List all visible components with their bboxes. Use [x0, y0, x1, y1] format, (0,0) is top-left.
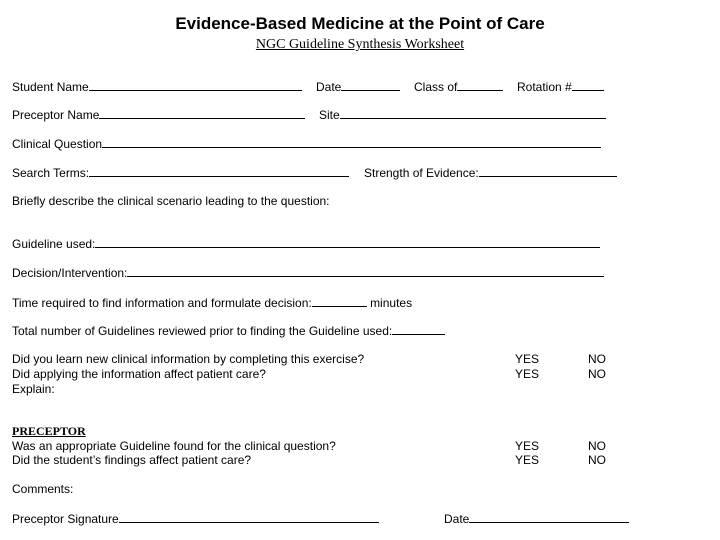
total-guidelines-field[interactable] — [12, 323, 445, 338]
date-field[interactable] — [316, 79, 400, 94]
class-of-label: Class of — [414, 80, 458, 94]
page-title: Evidence-Based Medicine at the Point of Care — [175, 14, 545, 33]
q1-no-option[interactable]: NO — [588, 352, 606, 366]
q1-yes-option[interactable]: YES — [515, 352, 540, 366]
p2-no-option[interactable]: NO — [588, 453, 606, 467]
student-name-field[interactable] — [12, 79, 302, 94]
signature-date-field[interactable] — [444, 511, 629, 526]
q2-yes-option[interactable]: YES — [515, 367, 540, 381]
decision-label: Decision/Intervention: — [12, 266, 128, 280]
site-blank[interactable] — [340, 107, 606, 119]
student-name-blank[interactable] — [89, 79, 302, 91]
rotation-blank[interactable] — [572, 79, 604, 91]
question-learn-new: Did you learn new clinical information by completing this exercise? — [12, 352, 365, 366]
p1-yes-option[interactable]: YES — [515, 439, 540, 453]
site-label: Site — [319, 108, 340, 122]
date-blank[interactable] — [341, 79, 400, 91]
preceptor-signature-blank[interactable] — [119, 511, 379, 523]
search-terms-blank[interactable] — [89, 165, 349, 177]
question-student-findings: Did the student’s findings affect patient care? — [12, 453, 252, 467]
explain-label: Explain: — [12, 382, 55, 396]
clinical-question-label: Clinical Question — [12, 137, 103, 151]
clinical-question-blank[interactable] — [102, 136, 601, 148]
total-guidelines-label: Total number of Guidelines reviewed prior to finding the Guideline used: — [12, 324, 393, 338]
strength-of-evidence-blank[interactable] — [479, 165, 617, 177]
time-required-label: Time required to find information and formulate decision: — [12, 296, 312, 310]
minutes-label: minutes — [370, 296, 413, 310]
decision-blank[interactable] — [127, 265, 604, 277]
q2-no-option[interactable]: NO — [588, 367, 606, 381]
preceptor-name-blank[interactable] — [99, 107, 305, 119]
page-subtitle: NGC Guideline Synthesis Worksheet — [255, 37, 465, 52]
comments-label: Comments: — [12, 482, 74, 496]
preceptor-heading: PRECEPTOR — [12, 424, 86, 438]
total-guidelines-blank[interactable] — [392, 323, 445, 335]
search-terms-label: Search Terms: — [12, 166, 90, 180]
student-name-label: Student Name — [12, 80, 89, 94]
preceptor-name-field[interactable] — [12, 107, 305, 122]
time-required-field[interactable] — [12, 295, 412, 310]
p2-yes-option[interactable]: YES — [515, 453, 540, 467]
guideline-used-blank[interactable] — [95, 236, 600, 248]
preceptor-signature-field[interactable] — [12, 511, 379, 526]
guideline-used-label: Guideline used: — [12, 237, 96, 251]
strength-of-evidence-field[interactable] — [364, 165, 617, 180]
rotation-field[interactable] — [517, 79, 604, 94]
rotation-label: Rotation # — [517, 80, 572, 94]
p1-no-option[interactable]: NO — [588, 439, 606, 453]
preceptor-name-label: Preceptor Name — [12, 108, 100, 122]
decision-field[interactable] — [12, 265, 604, 280]
signature-date-blank[interactable] — [469, 511, 629, 523]
time-required-blank[interactable] — [312, 295, 367, 307]
preceptor-signature-label: Preceptor Signature — [12, 512, 119, 526]
signature-date-label: Date — [444, 512, 470, 526]
scenario-prompt: Briefly describe the clinical scenario leading to the question: — [12, 194, 330, 208]
question-affect-care: Did applying the information affect patient care? — [12, 367, 266, 381]
class-of-blank[interactable] — [457, 79, 503, 91]
site-field[interactable] — [319, 107, 606, 122]
clinical-question-field[interactable] — [12, 136, 601, 151]
strength-of-evidence-label: Strength of Evidence: — [364, 166, 479, 180]
question-appropriate-guideline: Was an appropriate Guideline found for the clinical question? — [12, 439, 336, 453]
guideline-used-field[interactable] — [12, 236, 600, 251]
class-of-field[interactable] — [414, 79, 503, 94]
date-label: Date — [316, 80, 342, 94]
search-terms-field[interactable] — [12, 165, 349, 180]
